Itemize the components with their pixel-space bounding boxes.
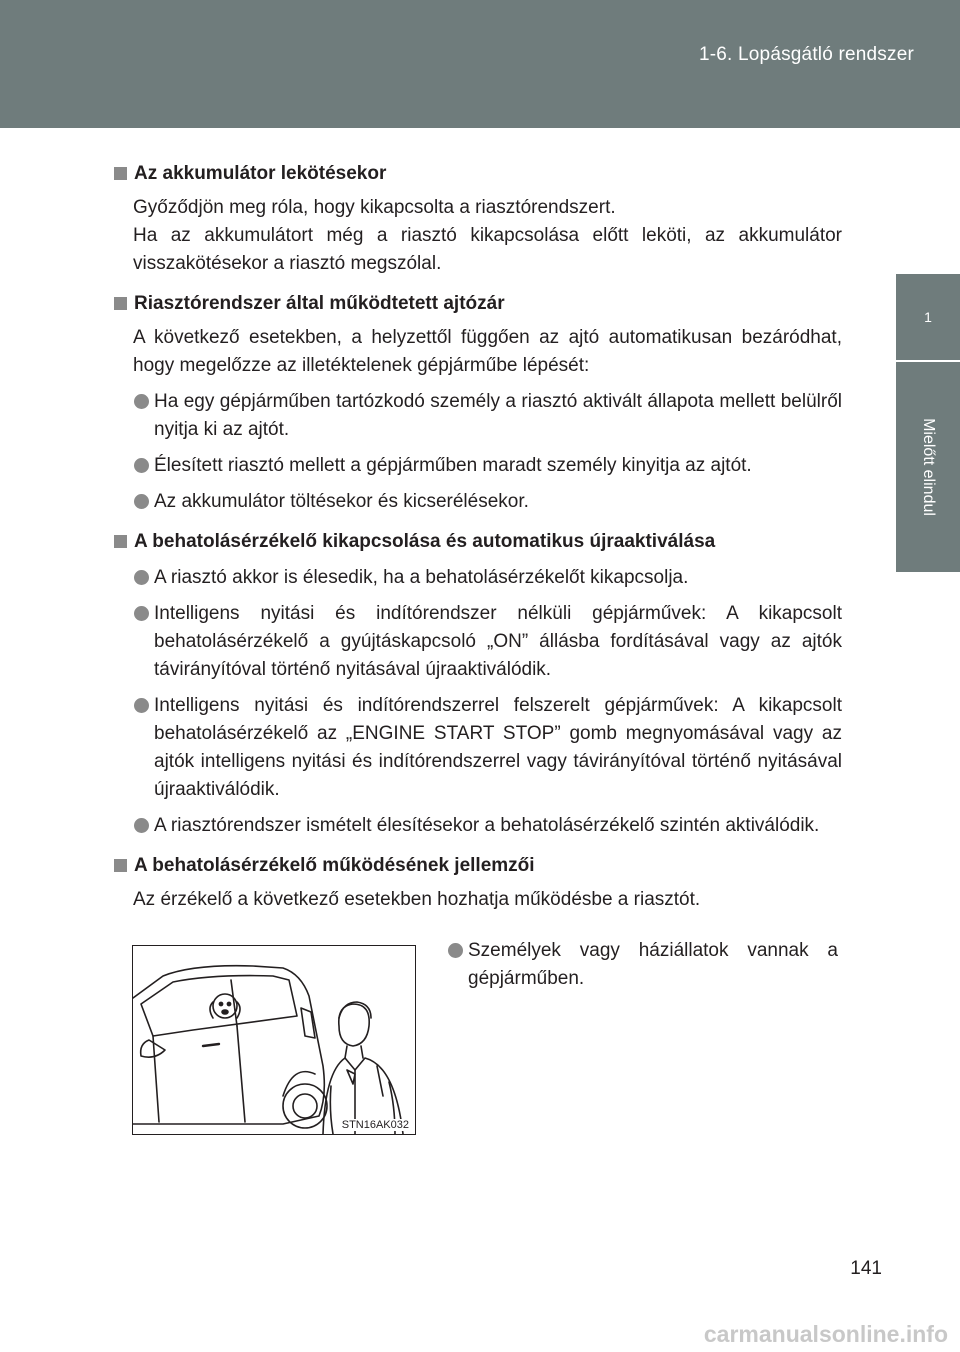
bullet-item: Intelligens nyitási és indítórendszer nélküli gépjárművek: A kikapcsolt behatolásérzékelő a gyújtáskapcsoló „ON” állásba fordításával vagy az ajtók távirányítóval történő nyitásával újraaktiválódik. — [112, 600, 842, 684]
chapter-tab-label-text: Mielőtt elindul — [920, 418, 937, 516]
watermark: carmanualsonline.info — [703, 1321, 948, 1347]
section-heading-door-lock: Riasztórendszer által működtetett ajtózár — [112, 290, 842, 318]
section-heading-sensor-characteristics: A behatolásérzékelő működésének jellemzői — [112, 852, 842, 880]
paragraph: Ha az akkumulátort még a riasztó kikapcsolása előtt leköti, az akkumulátor visszakötésekor a riasztó megszólal. — [133, 225, 842, 274]
bullet-item: Intelligens nyitási és indítórendszerrel felszerelt gépjárművek: A kikapcsolt behatolásérzékelő az „ENGINE START STOP” gomb megnyomásával vagy az ajtók intelligens nyitási és indítórendszerrel vagy távirányítóval történő nyitásával újraaktiválódik. — [112, 692, 842, 804]
page-content — [112, 160, 842, 914]
section-title: 1-6. Lopásgátló rendszer — [699, 44, 914, 65]
chapter-tab-number[interactable]: 1 — [896, 274, 960, 360]
bullet-item: A riasztórendszer ismételt élesítésekor a behatolásérzékelő szintén aktiválódik. — [112, 812, 842, 840]
chapter-tab-label[interactable] — [896, 362, 960, 572]
page-number: 141 — [850, 1258, 882, 1279]
paragraph: Az érzékelő a következő esetekben hozhatja működésbe a riasztót. — [133, 889, 701, 910]
section-heading-battery: Az akkumulátor lekötésekor — [112, 160, 842, 188]
bullet-item: A riasztó akkor is élesedik, ha a behatolásérzékelőt kikapcsolja. — [112, 564, 842, 592]
illustration-code: STN16AK032 — [341, 1119, 409, 1131]
paragraph: Győződjön meg róla, hogy kikapcsolta a riasztórendszert. — [133, 197, 616, 218]
illustration-bullet: Személyek vagy háziállatok vannak a gépjárműben. — [448, 937, 838, 993]
paragraph: A következő esetekben, a helyzettől függően az ajtó automatikusan bezáródhat, hogy megelőzze az illetéktelenek gépjárműbe lépését: — [133, 327, 842, 376]
car-illustration — [132, 945, 416, 1135]
bullet-item: Ha egy gépjárműben tartózkodó személy a riasztó aktivált állapota mellett belülről nyitja ki az ajtót. — [112, 388, 842, 444]
section-heading-intrusion-sensor: A behatolásérzékelő kikapcsolása és automatikus újraaktiválása — [112, 528, 842, 556]
header-band — [0, 0, 960, 128]
car-with-dog-and-person-drawing — [133, 946, 415, 1134]
bullet-item: Az akkumulátor töltésekor és kicserélésekor. — [112, 488, 842, 516]
bullet-item: Élesített riasztó mellett a gépjárműben maradt személy kinyitja az ajtót. — [112, 452, 842, 480]
